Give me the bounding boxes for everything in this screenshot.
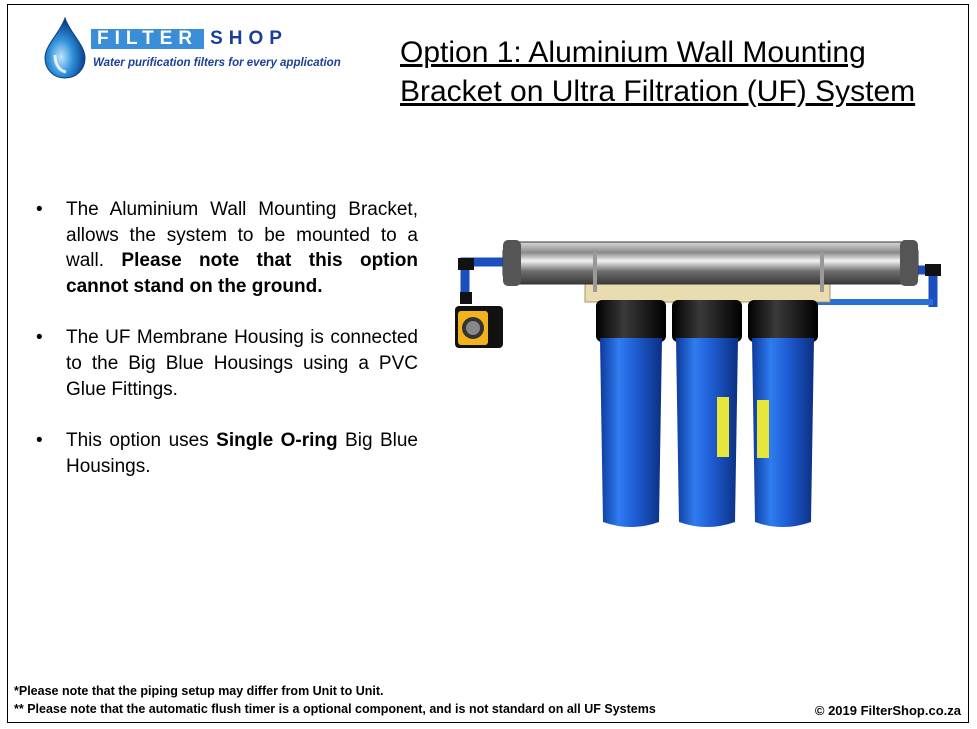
- footnote-flush-timer: ** Please note that the automatic flush timer is a optional component, and is not standard on all UF Systems: [14, 702, 656, 716]
- uf-membrane-housing: [503, 240, 918, 292]
- page-title: Option 1: Aluminium Wall Mounting Bracket on Ultra Filtration (UF) System: [400, 36, 916, 108]
- big-blue-housing: [596, 300, 666, 527]
- uf-system-product-image: [455, 232, 960, 532]
- bullet-text-tail: Big Blue Housings.: [66, 430, 418, 477]
- bullet-text: This option uses: [66, 430, 217, 452]
- list-item: [36, 428, 418, 479]
- mounting-bracket: [585, 282, 830, 302]
- flush-timer-assembly: [455, 258, 510, 348]
- bullet-text: The UF Membrane Housing is connected to the Big Blue Housings using a PVC Glue Fittings.: [66, 327, 418, 400]
- list-item: [36, 325, 418, 402]
- footnote-piping: *Please note that the piping setup may differ from Unit to Unit.: [14, 684, 384, 698]
- list-item: [36, 197, 418, 299]
- copyright-text: © 2019 FilterShop.co.za: [814, 703, 961, 718]
- big-blue-housing: [748, 300, 818, 527]
- bullet-icon: •: [36, 327, 43, 349]
- water-drop-icon: [42, 17, 88, 79]
- bullet-bold-text: Please note that this option cannot stand on the ground.: [66, 250, 418, 297]
- big-blue-housing: [672, 300, 742, 527]
- bullet-text: The Aluminium Wall Mounting Bracket, allows the system to be mounted to a wall.: [66, 199, 418, 272]
- feature-list: [36, 197, 418, 505]
- bullet-icon: •: [36, 430, 43, 452]
- logo-wordmark: [91, 29, 288, 49]
- bullet-bold-text: Single O-ring: [216, 430, 338, 452]
- filtershop-logo[interactable]: [42, 17, 372, 79]
- logo-tagline: Water purification filters for every application: [93, 57, 341, 69]
- bullet-icon: •: [36, 199, 43, 220]
- logo-filter-text: FILTER: [91, 29, 204, 49]
- logo-shop-text: SHOP: [210, 28, 288, 49]
